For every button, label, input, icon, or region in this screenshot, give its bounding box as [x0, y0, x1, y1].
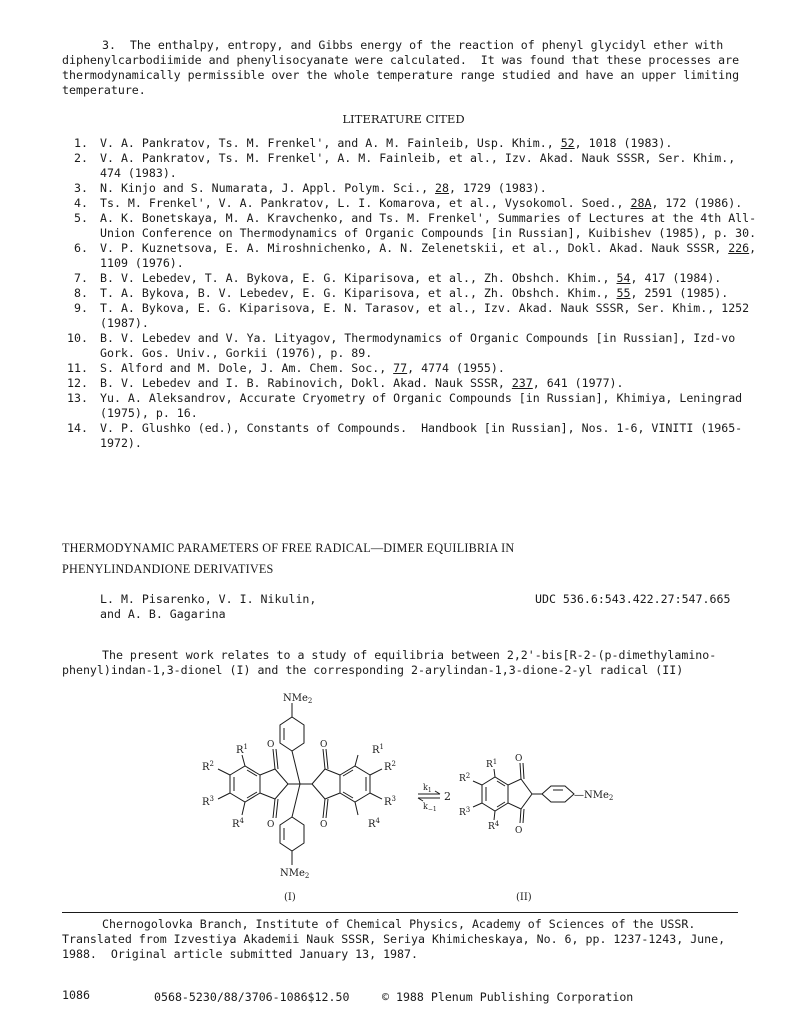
reference-text: T. A. Bykova, B. V. Lebedev, E. G. Kiparisova, et al., Zh. Obshch. Khim., — [100, 286, 617, 300]
reference-item — [62, 136, 762, 151]
r4-right: $R^4$ — [368, 817, 380, 830]
reference-text: Ts. M. Frenkel', V. A. Pankratov, L. I. Komarova, et al., Vysokomol. Soed., — [100, 196, 631, 210]
label-compound-I: (I) — [284, 892, 296, 903]
reference-item — [62, 151, 762, 181]
reference-number: 12. — [67, 376, 88, 390]
reference-volume: 55 — [616, 286, 631, 300]
article-title-line2: PHENYLINDANDIONE DERIVATIVES — [62, 562, 274, 576]
reference-text: B. V. Lebedev and I. B. Rabinovich, Dokl. Akad. Nauk SSSR, — [100, 376, 512, 390]
reference-text-tail: , 1109 (1976). — [100, 241, 764, 270]
label-compound-II: (II) — [516, 892, 532, 903]
k-minus1-label: $k_{-1}$ — [423, 802, 437, 813]
r2-right: $R^2$ — [384, 760, 396, 773]
footnote-rule — [62, 912, 738, 913]
r1-left: $R^1$ — [236, 743, 248, 756]
reference-item — [62, 271, 762, 286]
reference-item — [62, 331, 762, 361]
reference-text: S. Alford and M. Dole, J. Am. Chem. Soc., — [100, 361, 394, 375]
oxygen-4: O — [320, 820, 328, 830]
conclusion-paragraph: 3. The enthalpy, entropy, and Gibbs energy of the reaction of phenyl glycidyl ether with diphenylcarbodiimide and phenylisocyanate were calculated. It was found that these processes are thermodynamically permissible over the whole temperature range studied and have an upper limiting temperature. — [62, 38, 747, 97]
oxygen-2: O — [267, 820, 275, 830]
reference-volume: 54 — [616, 271, 631, 285]
article-title-line1: THERMODYNAMIC PARAMETERS OF FREE RADICAL—DIMER EQUILIBRIA IN — [62, 541, 515, 555]
reference-number: 13. — [67, 391, 88, 405]
reference-item — [62, 241, 762, 271]
reference-number: 6. — [74, 241, 88, 255]
reference-volume: 28A — [630, 196, 652, 210]
reference-volume: 226 — [728, 241, 750, 255]
r1-radical: $R^1$ — [486, 758, 498, 770]
reference-text-tail: , 4774 (1955). — [407, 361, 505, 375]
reference-text: V. P. Glushko (ed.), Constants of Compounds. Handbook [in Russian], Nos. 1-6, VINITI (1965-1972). — [100, 421, 743, 450]
oxygen-radical-bottom: O — [515, 826, 523, 836]
reference-text: V. P. Kuznetsova, E. A. Miroshnichenko, A. N. Zelenetskii, et al., Dokl. Akad. Nauk SSSR, — [100, 241, 729, 255]
reference-number: 1. — [74, 136, 88, 150]
authors-line1: L. M. Pisarenko, V. I. Nikulin, — [100, 592, 317, 606]
copyright: © 1988 Plenum Publishing Corporation — [382, 990, 634, 1004]
reference-number: 5. — [74, 211, 88, 225]
reference-text: V. A. Pankratov, Ts. M. Frenkel', A. M. Fainleib, et al., Izv. Akad. Nauk SSSR, Ser. Khim., 474 (1983). — [100, 151, 743, 180]
reference-item — [62, 211, 762, 241]
r1-right: $R^1$ — [372, 743, 384, 756]
reference-volume: 28 — [435, 181, 450, 195]
nme2-bottom: NMe$_2$ — [280, 868, 310, 880]
reference-text: B. V. Lebedev and V. Ya. Lityagov, Thermodynamics of Organic Compounds [in Russian], Izd-vo Gork. Gos. Univ., Gorkii (1976), p. 89. — [100, 331, 743, 360]
reference-number: 2. — [74, 151, 88, 165]
nme2-top: NMe$_2$ — [283, 693, 313, 705]
reference-item — [62, 361, 762, 376]
article-code: 0568-5230/88/3706-1086$12.50 — [154, 990, 350, 1004]
reference-item — [62, 376, 762, 391]
reference-number: 8. — [74, 286, 88, 300]
nme2-radical: —NMe$_2$ — [574, 790, 614, 802]
reference-item — [62, 286, 762, 301]
reference-text-tail: , 417 (1984). — [630, 271, 722, 285]
aryl-ring-radical — [542, 786, 574, 802]
reference-text: V. A. Pankratov, Ts. M. Frenkel', and A. M. Fainleib, Usp. Khim., — [100, 136, 561, 150]
reference-text: B. V. Lebedev, T. A. Bykova, E. G. Kiparisova, et al., Zh. Obshch. Khim., — [100, 271, 617, 285]
reference-text: A. K. Bonetskaya, M. A. Kravchenko, and Ts. M. Frenkel', Summaries of Lectures at the 4th All-Union Conference on Thermodynamics of Organic Compounds [in Russian], Kuibishev (1985), p. 30. — [100, 211, 757, 240]
reference-volume: 77 — [393, 361, 408, 375]
r2-left: $R^2$ — [202, 760, 214, 773]
reference-list — [62, 136, 762, 451]
reference-text: T. A. Bykova, E. G. Kiparisova, E. N. Tarasov, et al., Izv. Akad. Nauk SSSR, Ser. Khim., 1252 (1987). — [100, 301, 757, 330]
reference-text-tail: , 1729 (1983). — [449, 181, 547, 195]
authors-line2: and A. B. Gagarina — [100, 607, 226, 621]
reference-number: 11. — [67, 361, 88, 375]
footnote-affiliation: Chernogolovka Branch, Institute of Chemical Physics, Academy of Sciences of the USSR. — [102, 917, 696, 931]
oxygen-radical-top: O — [515, 754, 523, 764]
page-number: 1086 — [62, 988, 90, 1002]
reference-number: 3. — [74, 181, 88, 195]
reference-number: 7. — [74, 271, 88, 285]
reference-text-tail: , 2591 (1985). — [630, 286, 729, 300]
footnote-translation: Translated from Izvestiya Akademii Nauk SSSR, Seriya Khimicheskaya, No. 6, pp. 1237-1243, June, 1988. Original article submitted January 13, 1987. — [62, 932, 733, 961]
reference-item — [62, 421, 762, 451]
reference-item — [62, 391, 762, 421]
reference-number: 9. — [74, 301, 88, 315]
r4-radical: $R^4$ — [488, 820, 500, 832]
r3-radical: $R^3$ — [459, 806, 471, 818]
oxygen-3: O — [320, 740, 328, 750]
reference-volume: 52 — [560, 136, 575, 150]
reference-item — [62, 301, 762, 331]
reference-number: 4. — [74, 196, 88, 210]
literature-heading: LITERATURE CITED — [342, 112, 465, 126]
stoich-coefficient: 2 — [444, 790, 451, 803]
reference-item — [62, 196, 762, 211]
reference-item — [62, 181, 762, 196]
reference-text-tail: , 172 (1986). — [651, 196, 743, 210]
r3-left: $R^3$ — [202, 795, 214, 808]
r4-left: $R^4$ — [232, 817, 244, 830]
reference-text: N. Kinjo and S. Numarata, J. Appl. Polym. Sci., — [100, 181, 436, 195]
oxygen-1: O — [267, 740, 275, 750]
reference-text: Yu. A. Aleksandrov, Accurate Cryometry of Organic Compounds [in Russian], Khimiya, Leningrad (1975), p. 16. — [100, 391, 750, 420]
reaction-scheme — [180, 693, 640, 903]
reference-text-tail: , 641 (1977). — [532, 376, 624, 390]
reference-volume: 237 — [511, 376, 533, 390]
r2-radical: $R^2$ — [459, 772, 471, 784]
intro-paragraph: The present work relates to a study of equilibria between 2,2'-bis[R-2-(p-dimethylamino-phenyl)indan-1,3-dionel (I) and the corresponding 2-arylindan-1,3-dione-2-yl radical (II) — [62, 648, 717, 677]
reference-number: 10. — [67, 331, 88, 345]
reference-text-tail: , 1018 (1983). — [574, 136, 673, 150]
reference-number: 14. — [67, 421, 88, 435]
r3-right: $R^3$ — [384, 795, 396, 808]
k1-label: $k_1$ — [423, 783, 432, 794]
udc-code: UDC 536.6:543.422.27:547.665 — [535, 592, 731, 606]
